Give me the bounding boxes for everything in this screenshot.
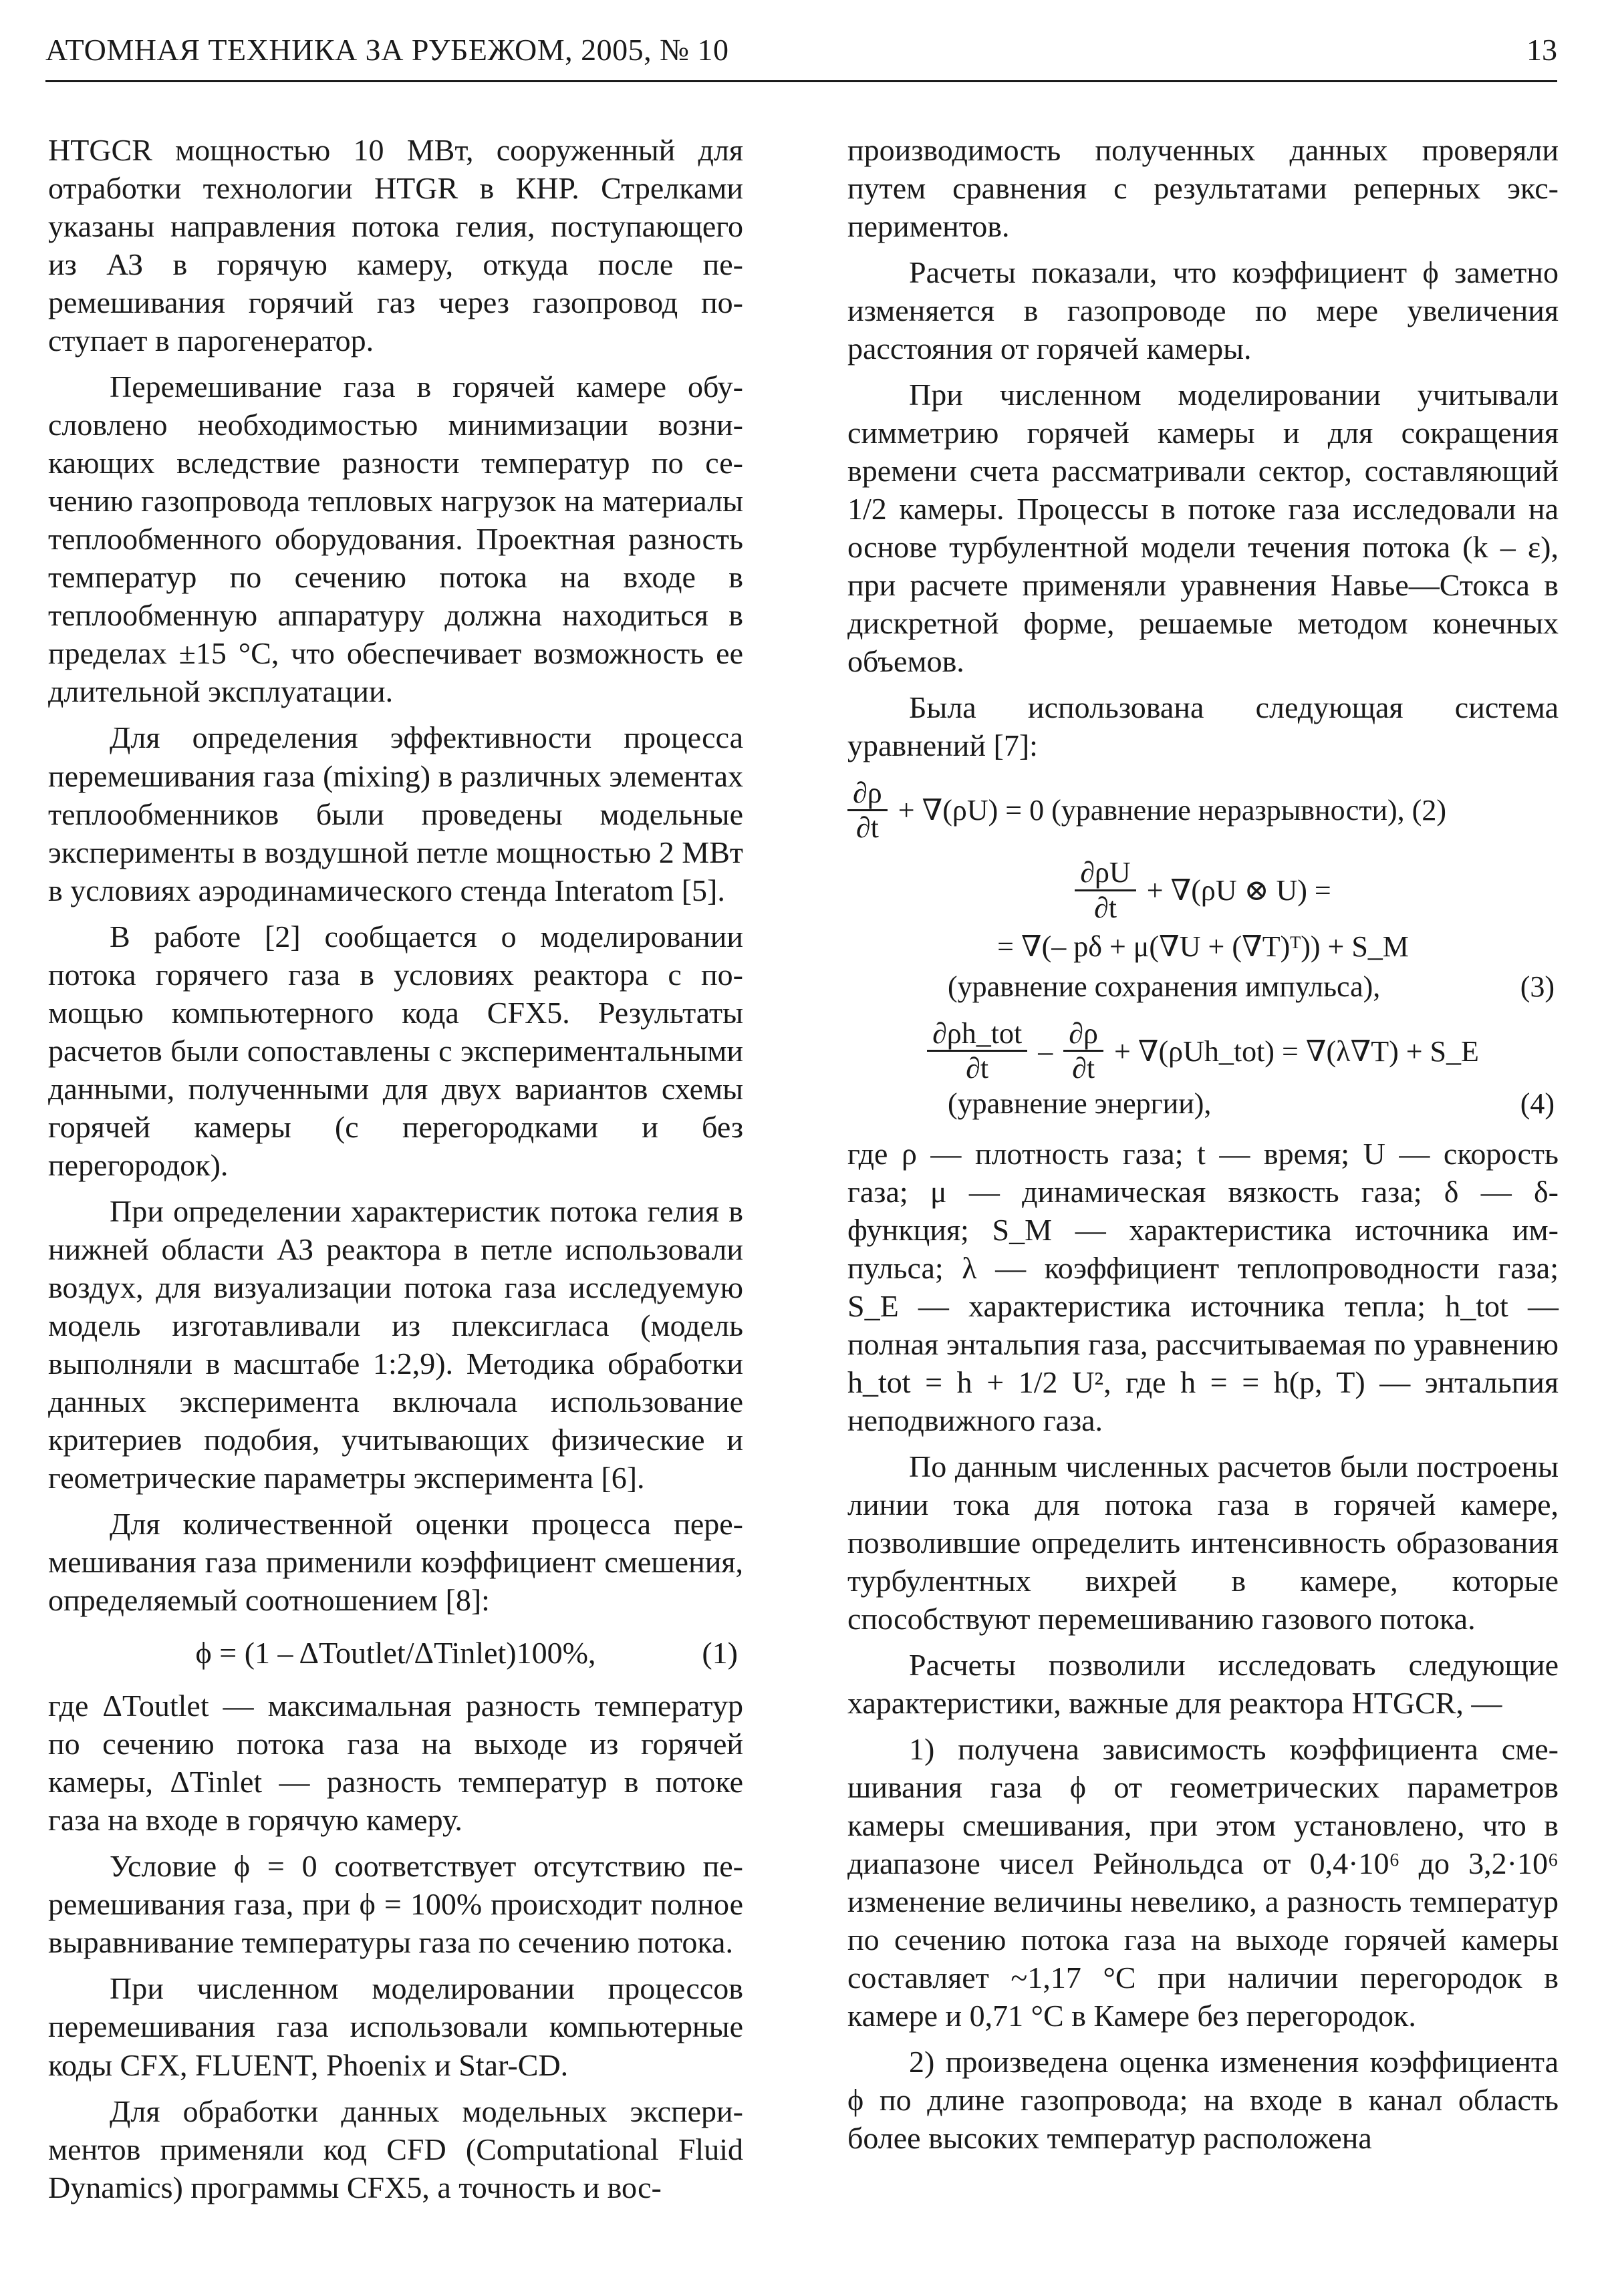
equation-3-caption xyxy=(847,969,1559,1006)
equation-1-body: ϕ = (1 – ΔToutlet/ΔTinlet)100%, xyxy=(195,1636,596,1671)
paragraph: Для определения эффективности процесса перемешивания газа (mixing) в различных элементах теплообменников были проведены модельные эксперименты в воздушной петле мощностью 2 МВт в условиях аэродинамического стенда Interatom [5]. xyxy=(48,720,743,907)
frac-numerator: ∂ρh_tot xyxy=(927,1018,1027,1052)
paragraph: производимость полученных данных проверяли путем сравнения с результатами реперных экспериментов. xyxy=(847,133,1559,244)
paragraph: HTGCR мощностью 10 МВт, сооруженный для отработки технологии HTGR в КНР. Стрелками указаны направления потока гелия, поступающего из АЗ в горячую камеру, откуда после перемешивания горячий газ через газопровод поступает в парогенератор. xyxy=(48,133,743,358)
equation-3-line2: = ∇(– pδ + μ(∇U + (∇T)ᵀ)) + S_M xyxy=(997,930,1409,964)
equation-3-fraction xyxy=(1075,857,1135,925)
equation-4-number: (4) xyxy=(1520,1087,1555,1120)
paragraph: Расчеты показали, что коэффициент ϕ заметно изменяется в газопроводе по мере увеличения расстояния от горячей камеры. xyxy=(847,255,1559,366)
paragraph: Условие ϕ = 0 соответствует отсутствию перемешивания газа, при ϕ = 100% происходит полное выравнивание температуры газа по сечению потока. xyxy=(48,1849,743,1960)
paragraph: Расчеты позволили исследовать следующие характеристики, важные для реактора HTGCR, — xyxy=(847,1647,1559,1720)
equation-2 xyxy=(847,777,1559,845)
paragraph: 1) получена зависимость коэффициента смешивания газа ϕ от геометрических параметров камеры смешивания, при этом установлено, что в диапазоне чисел Рейнольдса от 0,4·10⁶ до 3,2·10⁶ изменение величины невелико, а разность температур по сечению потока газа на выходе горячей камеры составляет ~1,17 °С при наличии перегородок в камере и 0,71 °С в Камере без перегородок. xyxy=(847,1732,1559,2033)
equation-2-fraction xyxy=(847,777,888,845)
equation-1-number: (1) xyxy=(702,1636,738,1671)
equation-4-caption xyxy=(847,1086,1559,1123)
equation-4 xyxy=(847,1018,1559,1123)
paragraph: При определении характеристик потока гелия в нижней области АЗ реактора в петле использовали воздух, для визуализации потока газа исследуемую модель изготавливали из плексигласа (модель выполняли в масштабе 1:2,9). Методика обработки данных эксперимента включала использование критериев подобия, учитывающих физические и геометрические параметры эксперимента [6]. xyxy=(48,1193,743,1495)
equation-3 xyxy=(847,857,1559,1006)
paragraph: По данным численных расчетов были построены линии тока для потока газа в горячей камере, позволившие определить интенсивность образования турбулентных вихрей в камере, которые способствуют перемешиванию газового потока. xyxy=(847,1449,1559,1636)
equation-3-number: (3) xyxy=(1520,970,1555,1004)
equation-4-body: + ∇(ρUh_tot) = ∇(λ∇T) + S_E xyxy=(1113,1034,1479,1068)
paragraph: Для количественной оценки процесса перемешивания газа применили коэффициент смешения, определяемый соотношением [8]: xyxy=(48,1507,743,1618)
frac-numerator: ∂ρ xyxy=(1063,1018,1103,1052)
frac-denominator: ∂t xyxy=(855,811,879,844)
paragraph: При численном моделировании процессов перемешивания газа использовали компьютерные коды CFX, FLUENT, Phoenix и Star-CD. xyxy=(48,1971,743,2082)
running-head xyxy=(45,20,1557,82)
paragraph: При численном моделировании учитывали симметрию горячей камеры и для сокращения времени счета рассматривали сектор, составляющий 1/2 камеры. Процессы в потоке газа исследовали на основе турбулентной модели течения потока (k – ε), при расчете применяли уравнения Навье—Стокса в дискретной форме, решаемые методом конечных объемов. xyxy=(847,378,1559,679)
frac-denominator: ∂t xyxy=(1093,891,1117,924)
paragraph: Перемешивание газа в горячей камере обусловлено необходимостью минимизации возникающих вследствие разности температур по сечению газопровода тепловых нагрузок на материалы теплообменного оборудования. Проектная разность температур по сечению потока на входе в теплообменную аппаратуру должна находиться в пределах ±15 °С, что обеспечивает возможность ее длительной эксплуатации. xyxy=(48,370,743,709)
frac-numerator: ∂ρU xyxy=(1075,857,1135,891)
frac-denominator: ∂t xyxy=(966,1052,989,1085)
equation-3-note: (уравнение сохранения импульса), xyxy=(948,970,1381,1004)
equation-3-body: + ∇(ρU ⊗ U) = xyxy=(1146,874,1331,907)
left-column xyxy=(48,131,743,2214)
journal-title: АТОМНАЯ ТЕХНИКА ЗА РУБЕЖОМ, 2005, № 10 xyxy=(45,33,729,67)
equation-4-note: (уравнение энергии), xyxy=(948,1087,1212,1120)
paragraph: 2) произведена оценка изменения коэффициента ϕ по длине газопровода; на входе в канал область более высоких температур расположена xyxy=(847,2045,1559,2156)
equation-2-body: + ∇(ρU) = 0 (уравнение неразрывности), (2) xyxy=(898,794,1446,827)
frac-numerator: ∂ρ xyxy=(847,777,888,811)
frac-denominator: ∂t xyxy=(1072,1052,1095,1085)
equation-4-fraction-1 xyxy=(927,1018,1027,1086)
paragraph: Была использована следующая система уравнений [7]: xyxy=(847,690,1559,763)
page-number: 13 xyxy=(1526,33,1557,67)
right-column xyxy=(847,131,1559,2165)
paragraph: Для обработки данных модельных экспериментов применяли код CFD (Computational Fluid Dynamics) программы CFX5, а точность и вос- xyxy=(48,2094,743,2204)
paragraph: где ΔToutlet — максимальная разность температур по сечению потока газа на выходе из горячей камеры, ΔTinlet — разность температур в потоке газа на входе в горячую камеру. xyxy=(48,1689,743,1838)
equation-4-minus: – xyxy=(1038,1034,1053,1068)
paragraph: где ρ — плотность газа; t — время; U — скорость газа; μ — динамическая вязкость газа; δ — δ-функция; S_M — характеристика источника импульса; λ — коэффициент теплопроводности газа; S_E — характеристика источника тепла; h_tot — полная энтальпия газа, рассчитываемая по уравнению h_tot = h + 1/2 U², где h = = h(p, T) — энтальпия неподвижного газа. xyxy=(847,1136,1559,1437)
equation-4-fraction-2 xyxy=(1063,1018,1103,1086)
equation-1 xyxy=(48,1634,743,1672)
paragraph: В работе [2] сообщается о моделировании потока горячего газа в условиях реактора с помощью компьютерного кода CFX5. Результаты расчетов были сопоставлены с экспериментальными данными, полученными для двух вариантов схемы горячей камеры (с перегородками и без перегородок). xyxy=(48,919,743,1182)
